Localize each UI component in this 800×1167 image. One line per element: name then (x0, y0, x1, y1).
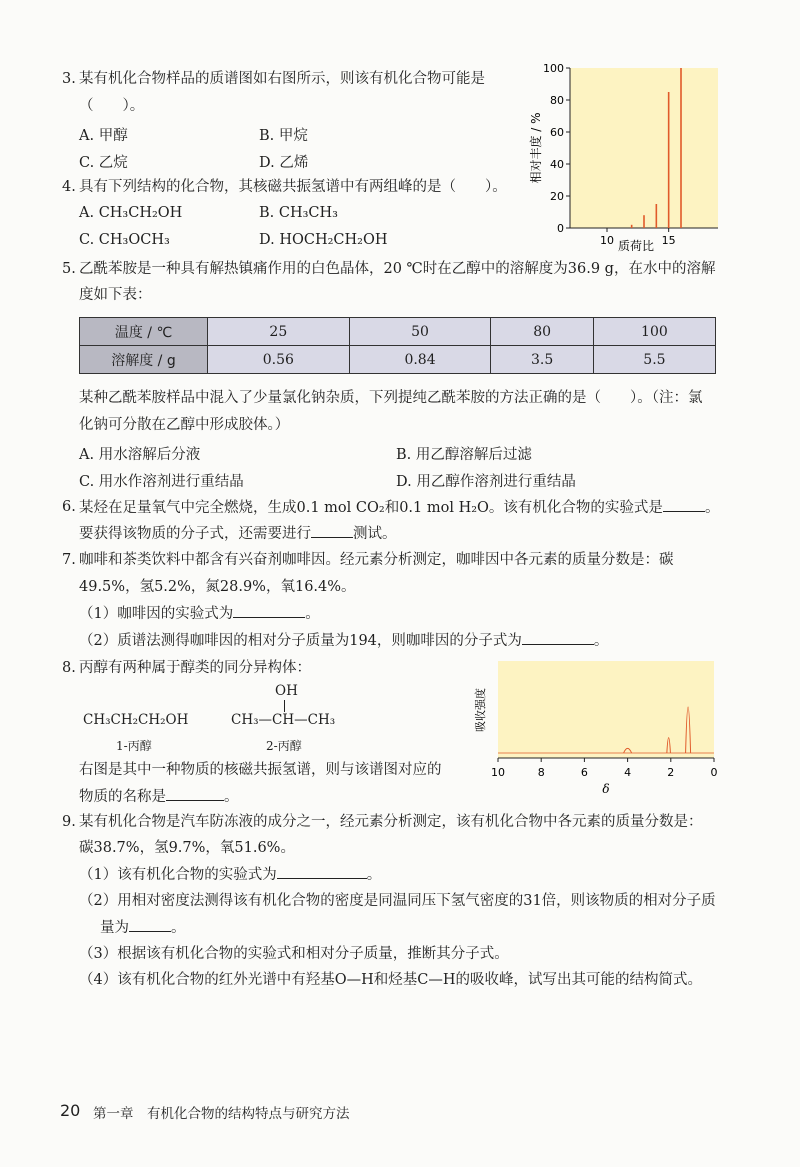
q6-line2 (79, 523, 397, 544)
mass-spectrum-x-tick-label: 10 (600, 234, 614, 247)
q3-option-a: A. 甲醇 (79, 128, 128, 144)
q5-option-b: B. 用乙醇溶解后过滤 (396, 447, 532, 463)
footer-chapter: 第一章 (93, 1106, 134, 1122)
q5-after1: 某种乙酰苯胺样品中混入了少量氯化钠杂质，下列提纯乙酰苯胺的方法正确的是（ ）。（注：氯 (79, 390, 703, 406)
q7-sub2-text: （2）质谱法测得咖啡因的相对分子质量为194，则咖啡因的分子式为 (79, 633, 522, 649)
q7-line1: 咖啡和茶类饮料中都含有兴奋剂咖啡因。经元素分析测定，咖啡因中各元素的质量分数是：碳 (79, 552, 674, 568)
mass-spectrum-y-tick-label: 80 (550, 94, 564, 107)
q7-sub2-end: 。 (593, 633, 609, 649)
q6-number: 6. (62, 499, 76, 515)
nmr-x-tick-label: 2 (667, 766, 675, 779)
q5-number: 5. (62, 261, 76, 277)
solubility-cell: 3.5 (491, 346, 593, 374)
q8-number: 8. (62, 660, 76, 676)
q5-option-c: C. 用水作溶剂进行重结晶 (79, 474, 244, 490)
q3-stem: 某有机化合物样品的质谱图如右图所示，则该有机化合物可能是 (79, 71, 485, 87)
q4-option-a: A. CH₃CH₂OH (79, 205, 183, 221)
q9-sub2-text: 量为 (100, 920, 129, 936)
struct-2-propanol-bond (284, 700, 285, 712)
mass-spectrum-y-tick-label: 100 (543, 62, 564, 75)
q4-option-d: D. HOCH₂CH₂OH (259, 232, 388, 248)
q9-sub1 (79, 864, 381, 885)
q6-line1 (79, 497, 719, 518)
q7-sub1 (79, 603, 320, 624)
page-number: 20 (60, 1101, 81, 1120)
solubility-header: 溶解度 / g (80, 346, 208, 374)
temperature-cell: 25 (208, 318, 350, 346)
mass-spectrum-y-tick-label: 0 (557, 222, 564, 235)
q8-line2: 右图是其中一种物质的核磁共振氢谱，则与该谱图对应的 (79, 762, 442, 778)
q9-sub2-end: 。 (171, 920, 186, 936)
q8-line3-text: 物质的名称是 (79, 789, 166, 805)
struct-2-propanol-name: 2-丙醇 (266, 739, 302, 753)
q9-sub1-end: 。 (366, 867, 382, 883)
nmr-ylabel: 吸收强度 (474, 688, 487, 732)
nmr-x-tick-label: 8 (537, 766, 545, 779)
q7-sub1-end: 。 (305, 606, 320, 622)
nmr-x-tick-label: 4 (624, 766, 632, 779)
q9-line1: 某有机化合物是汽车防冻液的成分之一，经元素分析测定，该有机化合物中各元素的质量分数是： (79, 814, 703, 830)
nmr-x-tick-label: 10 (491, 766, 505, 779)
mass-spectrum-y-tick-label: 60 (550, 126, 564, 139)
mass-spectrum-chart (528, 58, 728, 258)
q5-line1: 乙酰苯胺是一种具有解热镇痛作用的白色晶体，20 ℃时在乙醇中的溶解度为36.9 g，在水中的溶解 (79, 261, 716, 277)
nmr-x-tick-label: 0 (710, 766, 718, 779)
q9-sub1-text: （1）该有机化合物的实验式为 (79, 867, 277, 883)
q9-sub2-line1: （2）用相对密度法测得该有机化合物的密度是同温同压下氢气密度的31倍，则该物质的相对分子质 (79, 893, 716, 909)
q8-line1: 丙醇有两种属于醇类的同分异构体： (79, 660, 311, 676)
nmr-spectrum-chart (470, 655, 732, 800)
q7-blank-2[interactable] (522, 630, 594, 645)
mass-spectrum-ylabel: 相对丰度 / % (529, 112, 543, 184)
q3-paren: （ ）。 (79, 98, 145, 114)
q9-number: 9. (62, 814, 76, 830)
struct-2-propanol-oh: OH (275, 683, 298, 699)
solubility-cell: 0.84 (349, 346, 491, 374)
q9-sub4: （4）该有机化合物的红外光谱中有羟基O—H和烃基C—H的吸收峰，试写出其可能的结构简式。 (79, 972, 702, 988)
nmr-xlabel: δ (602, 782, 610, 796)
solubility-row (80, 346, 716, 374)
temperature-header: 温度 / ℃ (80, 318, 208, 346)
nmr-x-tick-label: 6 (580, 766, 588, 779)
q3-option-c: C. 乙烷 (79, 155, 128, 171)
q9-blank-2[interactable] (129, 917, 171, 932)
q9-line2: 碳38.7%，氢9.7%，氧51.6%。 (79, 840, 295, 856)
q5-line2: 度如下表： (79, 287, 152, 303)
temperature-row (80, 318, 716, 346)
q4-stem: 具有下列结构的化合物，其核磁共振氢谱中有两组峰的是（ ）。 (79, 179, 507, 195)
struct-1-propanol-name: 1-丙醇 (116, 739, 152, 753)
q7-line2: 49.5%，氢5.2%，氮28.9%，氧16.4%。 (79, 579, 356, 595)
mass-spectrum-plot-area (570, 68, 718, 228)
q7-sub1-text: （1）咖啡因的实验式为 (79, 606, 234, 622)
q4-option-c: C. CH₃OCH₃ (79, 232, 170, 248)
q6-line2-text: 要获得该物质的分子式，还需要进行 (79, 526, 311, 542)
q7-number: 7. (62, 552, 76, 568)
q8-line3-end: 。 (224, 789, 239, 805)
q6-blank-1[interactable] (663, 497, 705, 512)
mass-spectrum-y-tick-label: 20 (550, 190, 564, 203)
q9-sub3: （3）根据该有机化合物的实验式和相对分子质量，推断其分子式。 (79, 946, 509, 962)
solubility-cell: 5.5 (593, 346, 715, 374)
q6-line2-end: 测试。 (353, 526, 397, 542)
q6-line1-end: 。 (704, 500, 720, 516)
q8-line3 (79, 786, 239, 807)
mass-spectrum-y-tick-label: 40 (550, 158, 564, 171)
q3-number: 3. (62, 71, 76, 87)
q3-option-b: B. 甲烷 (259, 128, 308, 144)
q8-blank[interactable] (166, 786, 224, 801)
mass-spectrum-xlabel: 质荷比 (617, 239, 655, 253)
mass-spectrum-x-tick-label: 15 (661, 234, 676, 247)
q5-option-d: D. 用乙醇作溶剂进行重结晶 (396, 474, 576, 490)
q3-option-d: D. 乙烯 (259, 155, 309, 171)
nmr-plot-area (498, 661, 714, 758)
q9-blank-1[interactable] (277, 864, 367, 879)
q4-number: 4. (62, 179, 76, 195)
q7-sub2 (79, 630, 608, 651)
q7-blank-1[interactable] (233, 603, 305, 618)
q9-sub2-line2 (100, 917, 186, 938)
q6-line1-text: 某烃在足量氧气中完全燃烧，生成0.1 mol CO₂和0.1 mol H₂O。该有机化合物的实验式是 (79, 500, 663, 516)
q4-option-b: B. CH₃CH₃ (259, 205, 338, 221)
struct-2-propanol: CH₃—CH—CH₃ (231, 712, 336, 728)
solubility-cell: 0.56 (208, 346, 350, 374)
temperature-cell: 100 (593, 318, 715, 346)
q6-blank-2[interactable] (311, 523, 353, 538)
q5-after2: 化钠可分散在乙醇中形成胶体。） (79, 417, 290, 433)
temperature-cell: 50 (349, 318, 491, 346)
footer-title: 有机化合物的结构特点与研究方法 (147, 1106, 350, 1122)
solubility-table (79, 317, 716, 374)
q5-option-a: A. 用水溶解后分液 (79, 447, 201, 463)
struct-1-propanol: CH₃CH₂CH₂OH (83, 712, 189, 728)
temperature-cell: 80 (491, 318, 593, 346)
